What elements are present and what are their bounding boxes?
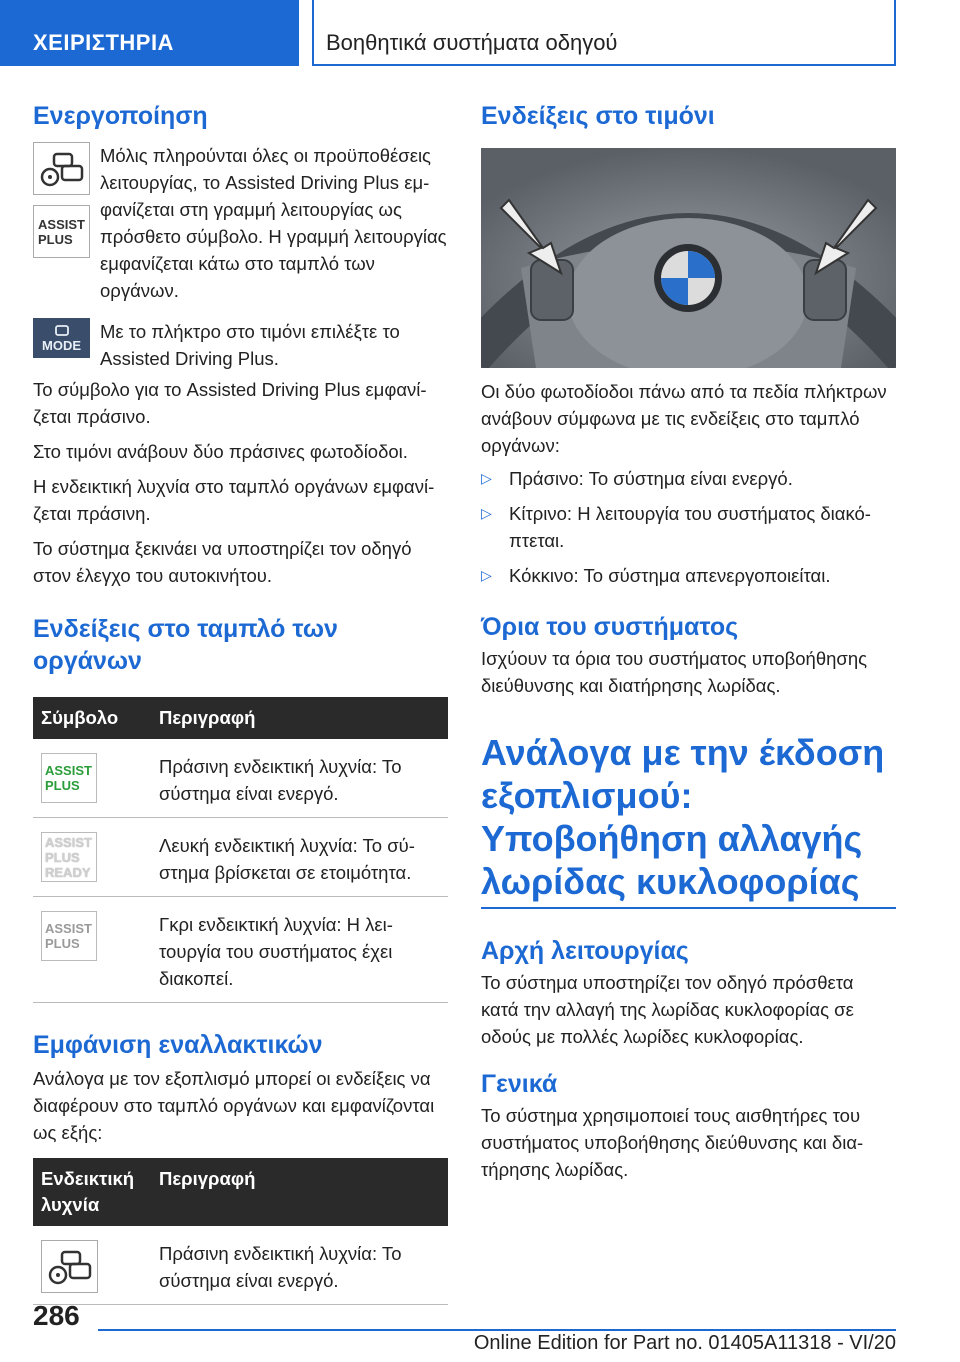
table-header-indicator: Ενδεικτική λυχνία bbox=[41, 1168, 135, 1215]
assist-plus-green-icon: ASSIST PLUS bbox=[41, 753, 97, 803]
steering-wheel-image bbox=[481, 148, 896, 368]
list-item: ▷ Κίτρινο: Η λειτουργία του συστήματος διακόπτεται. bbox=[481, 500, 896, 554]
right-column bbox=[481, 100, 896, 1183]
alternative-text: Ανάλογα με τον εξοπλισμό μπορεί οι ενδείξεις να διαφέρουν στο ταμπλό οργάνων και εμφανίζονται ως εξής: bbox=[33, 1068, 435, 1143]
alternative-heading: Εμφάνιση εναλλακτικών bbox=[33, 1031, 323, 1059]
table-cell-description: Λευκή ενδεικτική λυχνία: Το σύστημα βρίσκεται σε ετοιμότητα. bbox=[151, 818, 448, 897]
activation-block bbox=[33, 142, 448, 304]
list-item: ▷ Κόκκινο: Το σύστημα απενεργοποιείται. bbox=[481, 562, 896, 589]
list-item: ▷ Πράσινο: Το σύστημα είναι ενεργό. bbox=[481, 465, 896, 492]
triangle-icon: ▷ bbox=[481, 567, 492, 583]
footer-edition: Online Edition for Part no. 01405A11318 - VI/20 bbox=[473, 1332, 896, 1354]
section-tab[interactable]: ΧΕΙΡΙΣΤΗΡΙΑ bbox=[0, 0, 299, 66]
table-cell-description: Πράσινη ενδεικτική λυχνία: Το σύστημα είναι ενεργό. bbox=[151, 739, 448, 818]
assist-plus-grey-icon: ASSIST PLUS bbox=[41, 911, 97, 961]
limits-text: Ισχύουν τα όρια του συστήματος υποβοήθησης διεύθυνσης και διατήρησης λωρίδας. bbox=[481, 648, 868, 696]
table-cell-description: Γκρι ενδεικτική λυχνία: Η λειτουργία του συστήματος έχει διακοπεί. bbox=[151, 897, 448, 1003]
left-column bbox=[33, 100, 448, 1305]
led-status-list bbox=[481, 465, 896, 589]
assist-plus-icon: ASSIST PLUS bbox=[33, 205, 90, 258]
paragraph-support: Το σύστημα ξεκινάει να υποστηρίζει τον οδηγό στον έλεγχο του αυτοκινήτου. bbox=[33, 538, 412, 586]
footer-divider bbox=[98, 1329, 896, 1331]
alternative-table bbox=[33, 1158, 448, 1305]
table-header-description: Περιγραφή bbox=[159, 707, 256, 728]
table-header-description: Περιγραφή bbox=[159, 1168, 256, 1189]
general-heading: Γενικά bbox=[481, 1070, 558, 1098]
chapter-title: Βοηθητικά συστήματα οδηγού bbox=[312, 0, 896, 66]
table-row bbox=[33, 739, 448, 818]
table-header-symbol: Σύμβολο bbox=[41, 707, 119, 728]
general-text: Το σύστημα χρησιμοποιεί τους αισθητήρες του συστήματος υποβοήθησης διεύθυνσης και διατήρησης λωρίδας. bbox=[481, 1105, 864, 1180]
limits-heading: Όρια του συστήματος bbox=[481, 613, 739, 641]
mode-button-icon: MODE bbox=[33, 318, 90, 358]
table-row bbox=[33, 818, 448, 897]
table-cell-description: Πράσινη ενδεικτική λυχνία: Το σύστημα είναι ενεργό. bbox=[151, 1226, 448, 1305]
driving-assist-green-icon bbox=[41, 1240, 98, 1293]
activation-heading: Ενεργοποίηση bbox=[33, 102, 208, 130]
table-row bbox=[33, 897, 448, 1003]
paragraph-leds: Στο τιμόνι ανάβουν δύο πράσινες φωτοδίοδοι. bbox=[33, 441, 408, 462]
page-header bbox=[0, 0, 960, 66]
paragraph-cluster: Η ενδεικτική λυχνία στο ταμπλό οργάνων εμφανίζεται πράσινη. bbox=[33, 476, 435, 524]
principle-heading: Αρχή λειτουργίας bbox=[481, 937, 689, 965]
driving-assist-icon bbox=[33, 142, 90, 195]
principle-text: Το σύστημα υποστηρίζει τον οδηγό πρόσθετα κατά την αλλαγή της λωρίδας κυκλοφορίας σε οδούς με πολλές λωρίδες κυκλοφορίας. bbox=[481, 972, 854, 1047]
wheel-text: Οι δύο φωτοδίοδοι πάνω από τα πεδία πλήκτρων ανάβουν σύμφωνα με τις ενδείξεις στο ταμπλό οργάνων: bbox=[481, 381, 887, 456]
paragraph-symbol: Το σύμβολο για το Assisted Driving Plus εμφανίζεται πράσινο. bbox=[33, 379, 427, 427]
lane-change-heading: Ανάλογα με την έκδοση εξοπλισμού: Υποβοήθηση αλλαγής λωρίδας κυκλοφορίας bbox=[481, 732, 885, 902]
page-number: 286 bbox=[33, 1300, 80, 1331]
activation-text: Μόλις πληρούνται όλες οι προϋποθέσεις λειτουργίας, το Assisted Driving Plus εμφανίζεται στη γραμμή λειτουργίας ως πρόσθετο σύμβολο. Η γραμμή λειτουργίας εμφανίζεται κάτω στο ταμπλό των οργάνων. bbox=[100, 145, 447, 301]
assist-plus-ready-icon: ASSIST PLUS READY bbox=[41, 832, 97, 882]
triangle-icon: ▷ bbox=[481, 505, 492, 521]
triangle-icon: ▷ bbox=[481, 470, 492, 486]
wheel-heading: Ενδείξεις στο τιμόνι bbox=[481, 102, 715, 130]
table-row bbox=[33, 1226, 448, 1305]
mode-text: Με το πλήκτρο στο τιμόνι επιλέξτε το Assisted Driving Plus. bbox=[100, 321, 400, 369]
cluster-table bbox=[33, 697, 448, 1003]
mode-block bbox=[33, 318, 448, 372]
big-heading-block bbox=[481, 731, 896, 909]
cluster-heading: Ενδείξεις στο ταμπλό των οργάνων bbox=[33, 615, 338, 675]
